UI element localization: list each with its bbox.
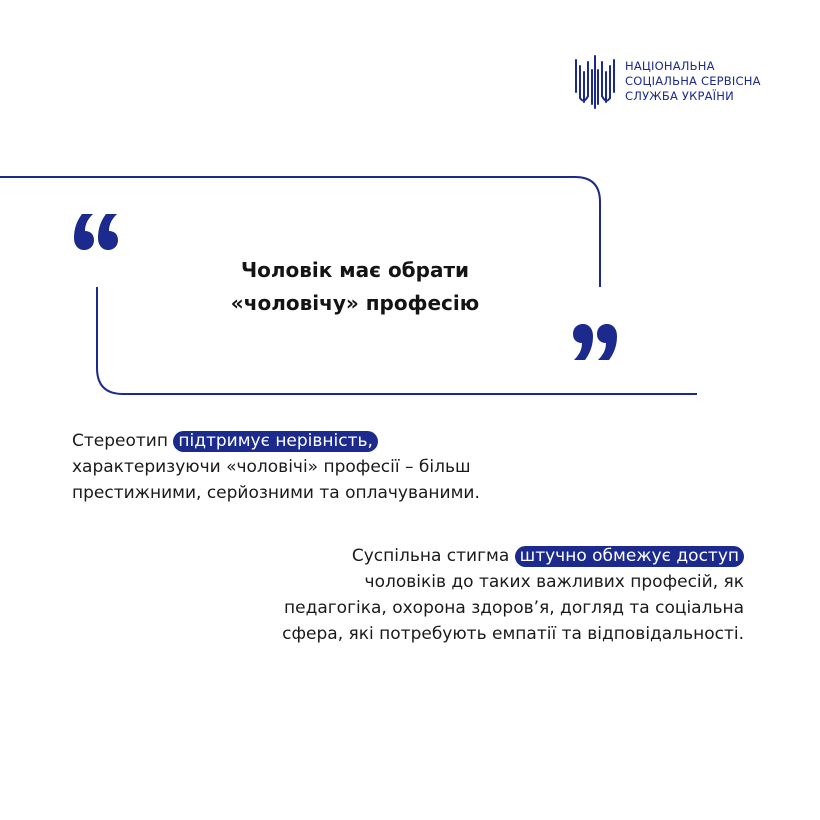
paragraph-line: педагогіка, охорона здоров’я, догляд та соціальна [284, 598, 744, 618]
close-quote-icon [573, 324, 617, 360]
paragraph-line: чоловіків до таких важливих професій, як [364, 572, 744, 592]
paragraph-stigma [282, 543, 744, 647]
paragraph-line: престижними, серйозними та оплачуваними. [72, 483, 480, 503]
open-quote-icon [74, 214, 118, 250]
highlight-badge: підтримує нерівність, [173, 431, 378, 452]
paragraph-line: характеризуючи «чоловічі» професії – більш [72, 457, 471, 477]
quote-line: Чоловік має обрати [240, 258, 470, 282]
paragraph-prefix: Суспільна стигма [351, 546, 515, 566]
paragraph-prefix: Стереотип [72, 431, 174, 451]
logo-line: НАЦІОНАЛЬНА [625, 58, 715, 73]
quote-line: «чоловічу» професію [230, 291, 480, 315]
highlight-badge: штучно обмежує доступ [515, 546, 744, 567]
logo-line: СЛУЖБА УКРАЇНИ [625, 88, 734, 103]
paragraph-stereotype [72, 428, 480, 506]
quote-title [150, 254, 560, 320]
paragraph-line [72, 428, 480, 454]
paragraph-line: сфера, які потребують емпатії та відповідальності. [282, 624, 744, 644]
logo-line: СОЦІАЛЬНА СЕРВІСНА [625, 73, 761, 88]
paragraph-line [282, 543, 744, 569]
